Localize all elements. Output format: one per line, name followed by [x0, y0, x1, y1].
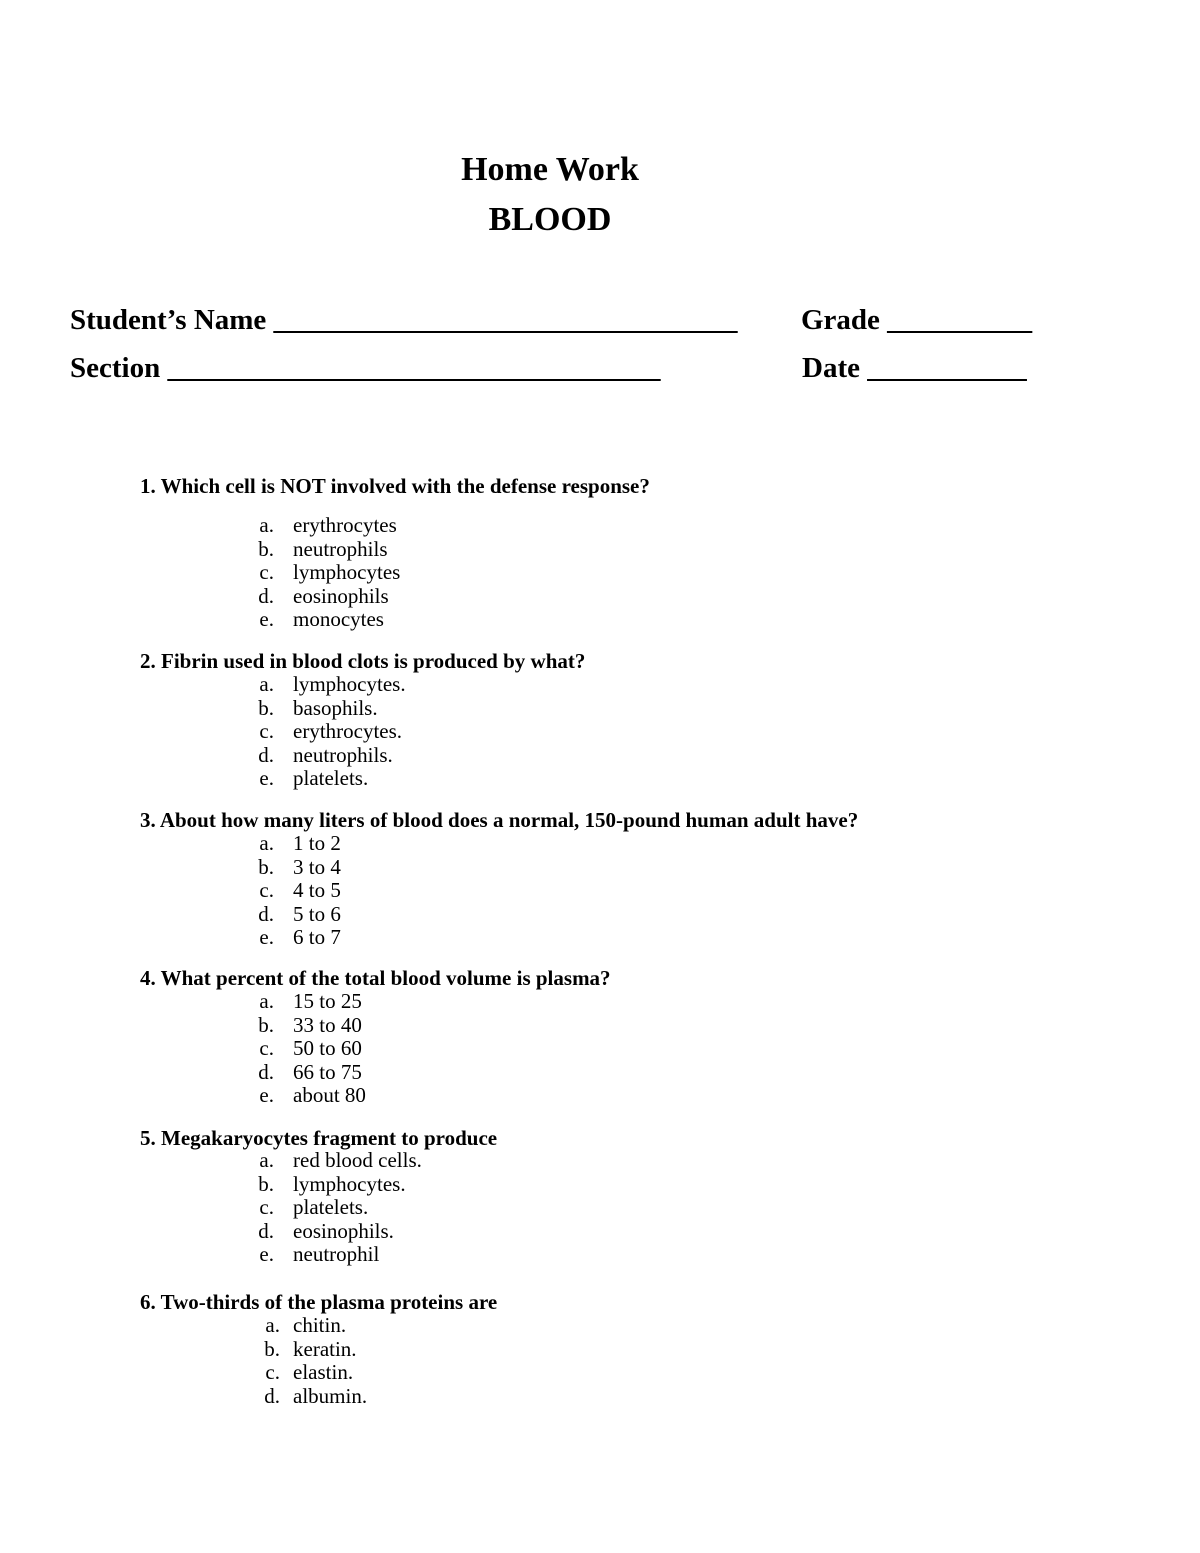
question-3: 3. About how many liters of blood does a normal, 150-pound human adult have?: [140, 808, 859, 832]
option-text: neutrophils: [293, 536, 388, 561]
option-letter: a.: [259, 513, 274, 537]
option-letter: c.: [259, 560, 274, 585]
option-letter: d.: [258, 742, 274, 767]
option-text: keratin.: [293, 1336, 357, 1361]
question-2: 2. Fibrin used in blood clots is produced by what?: [140, 649, 586, 673]
question-5: 5. Megakaryocytes fragment to produce: [140, 1126, 498, 1150]
option-text: platelets.: [293, 1195, 369, 1220]
option-letter: c.: [259, 719, 274, 744]
option-letter: c.: [259, 878, 274, 903]
option-letter: b.: [258, 1012, 274, 1037]
option-letter: b.: [258, 695, 274, 720]
option-text: 6 to 7: [293, 925, 341, 950]
option-letter: d.: [264, 1383, 280, 1408]
option-text: lymphocytes.: [293, 672, 406, 696]
question-1: 1. Which cell is NOT involved with the defense response?: [140, 474, 650, 498]
option-text: neutrophils.: [293, 742, 393, 767]
option-letter: e.: [259, 1242, 274, 1267]
option-text: 5 to 6: [293, 901, 341, 926]
option-letter: d.: [258, 1218, 274, 1243]
option-letter: c.: [265, 1360, 280, 1385]
option-text: 1 to 2: [293, 831, 341, 855]
page-title: Home Work: [461, 151, 639, 188]
option-text: platelets.: [293, 766, 369, 791]
page-subtitle: BLOOD: [488, 201, 612, 238]
option-text: red blood cells.: [293, 1148, 422, 1172]
option-letter: e.: [259, 925, 274, 950]
option-text: elastin.: [293, 1360, 354, 1385]
option-text: basophils.: [293, 695, 378, 720]
question-6: 6. Two-thirds of the plasma proteins are: [140, 1290, 498, 1314]
option-letter: a.: [265, 1313, 280, 1337]
date-field: Date ___________: [802, 352, 1027, 384]
option-text: lymphocytes.: [293, 1171, 406, 1196]
option-letter: b.: [258, 536, 274, 561]
option-text: monocytes: [293, 607, 384, 632]
option-text: eosinophils: [293, 583, 389, 608]
option-text: erythrocytes.: [293, 719, 403, 744]
option-letter: d.: [258, 583, 274, 608]
section-field: Section __________________________________: [70, 352, 661, 384]
grade-field: Grade __________: [801, 304, 1033, 336]
option-letter: a.: [259, 672, 274, 696]
option-letter: a.: [259, 1148, 274, 1172]
option-text: eosinophils.: [293, 1218, 394, 1243]
option-letter: c.: [259, 1036, 274, 1061]
student-name-field: Student’s Name ________________________________: [70, 304, 738, 336]
option-text: 33 to 40: [293, 1012, 362, 1037]
option-letter: e.: [259, 1083, 274, 1108]
option-letter: d.: [258, 901, 274, 926]
option-letter: e.: [259, 766, 274, 791]
option-letter: d.: [258, 1059, 274, 1084]
option-text: 15 to 25: [293, 989, 362, 1013]
option-letter: a.: [259, 831, 274, 855]
option-text: 50 to 60: [293, 1036, 362, 1061]
option-text: 66 to 75: [293, 1059, 362, 1084]
option-text: neutrophil: [293, 1242, 380, 1267]
option-letter: b.: [258, 854, 274, 879]
option-text: albumin.: [293, 1383, 368, 1408]
option-text: 3 to 4: [293, 854, 341, 879]
option-letter: e.: [259, 607, 274, 632]
option-text: about 80: [293, 1083, 366, 1108]
question-4: 4. What percent of the total blood volume is plasma?: [140, 966, 611, 990]
option-text: lymphocytes: [293, 560, 401, 585]
option-letter: b.: [264, 1336, 280, 1361]
option-letter: c.: [259, 1195, 274, 1220]
option-text: chitin.: [293, 1313, 347, 1337]
option-text: 4 to 5: [293, 878, 341, 903]
option-text: erythrocytes: [293, 513, 397, 537]
option-letter: a.: [259, 989, 274, 1013]
option-letter: b.: [258, 1171, 274, 1196]
